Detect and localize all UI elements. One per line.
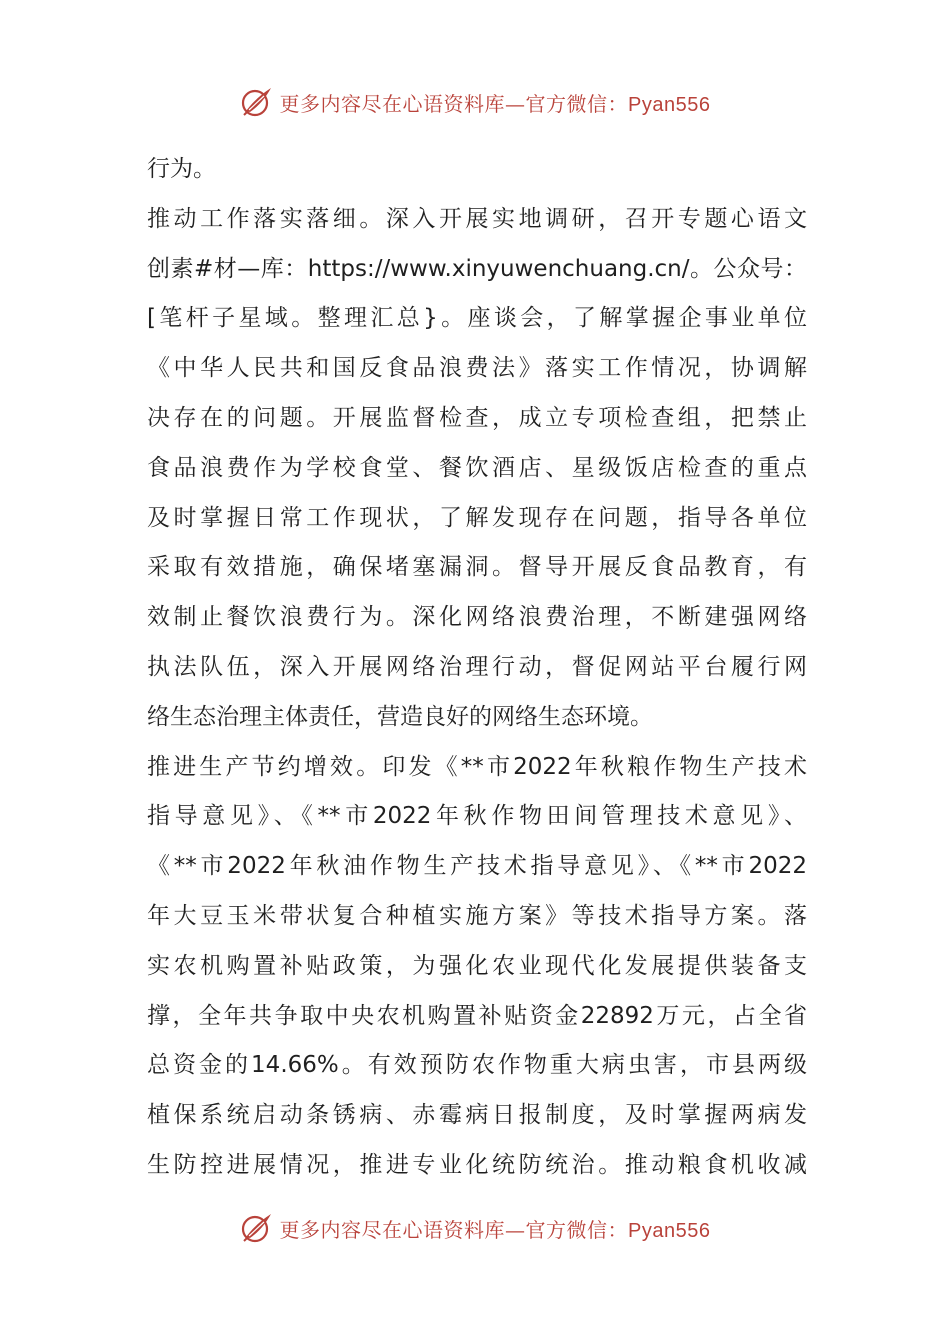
body-line: 撑，全年共争取中央农机购置补贴资金22892万元，占全省	[147, 1002, 807, 1029]
body-line: 生防控进展情况，推进专业化统防统治。推动粮食机收减	[147, 1151, 807, 1178]
header-banner-text: 更多内容尽在心语资料库—官方微信：Pyan556	[279, 91, 711, 116]
body-line: 实农机购置补贴政策，为强化农业现代化发展提供装备支	[147, 952, 807, 979]
pen-feather-logo-icon	[240, 85, 274, 119]
footer-banner-account: Pyan556	[628, 1219, 711, 1242]
body-line: 推动工作落实落细。深入开展实地调研，召开专题心语文	[147, 205, 807, 232]
body-line: 创素#材—库：https://www.xinyuwenchuang.cn/。公众号：	[147, 255, 807, 282]
body-line: 年大豆玉米带状复合种植实施方案》等技术指导方案。落	[147, 902, 807, 929]
body-line: 络生态治理主体责任，营造良好的网络生态环境。	[147, 703, 653, 730]
footer-banner-text: 更多内容尽在心语资料库—官方微信：Pyan556	[279, 1217, 711, 1242]
body-line: 决存在的问题。开展监督检查，成立专项检查组，把禁止	[147, 404, 807, 431]
body-line: 行为。	[147, 156, 216, 182]
body-line: 指导意见》、《**市2022年秋作物田间管理技术意见》、	[147, 803, 807, 830]
header-banner-account: Pyan556	[628, 93, 711, 116]
body-line: 食品浪费作为学校食堂、餐饮酒店、星级饭店检查的重点	[147, 454, 807, 481]
body-text	[147, 145, 807, 1191]
body-line: 总资金的14.66%。有效预防农作物重大病虫害，市县两级	[147, 1052, 807, 1079]
body-line: [笔杆子星域。整理汇总}。座谈会，了解掌握企事业单位	[147, 305, 807, 332]
pen-feather-logo-icon	[240, 1211, 274, 1245]
body-line: 及时掌握日常工作现状，了解发现存在问题，指导各单位	[147, 504, 807, 531]
header-banner	[0, 82, 950, 122]
body-line: 效制止餐饮浪费行为。深化网络浪费治理，不断建强网络	[147, 604, 807, 631]
body-line: 采取有效措施，确保堵塞漏洞。督导开展反食品教育，有	[147, 554, 807, 581]
footer-banner	[0, 1208, 950, 1248]
body-line: 《**市2022年秋油作物生产技术指导意见》、《**市2022	[147, 853, 807, 880]
body-line: 推进生产节约增效。印发《**市2022年秋粮作物生产技术	[147, 753, 807, 780]
body-line: 植保系统启动条锈病、赤霉病日报制度，及时掌握两病发	[147, 1102, 807, 1129]
body-line: 《中华人民共和国反食品浪费法》落实工作情况，协调解	[147, 355, 807, 382]
body-line: 执法队伍，深入开展网络治理行动，督促网站平台履行网	[147, 653, 807, 680]
